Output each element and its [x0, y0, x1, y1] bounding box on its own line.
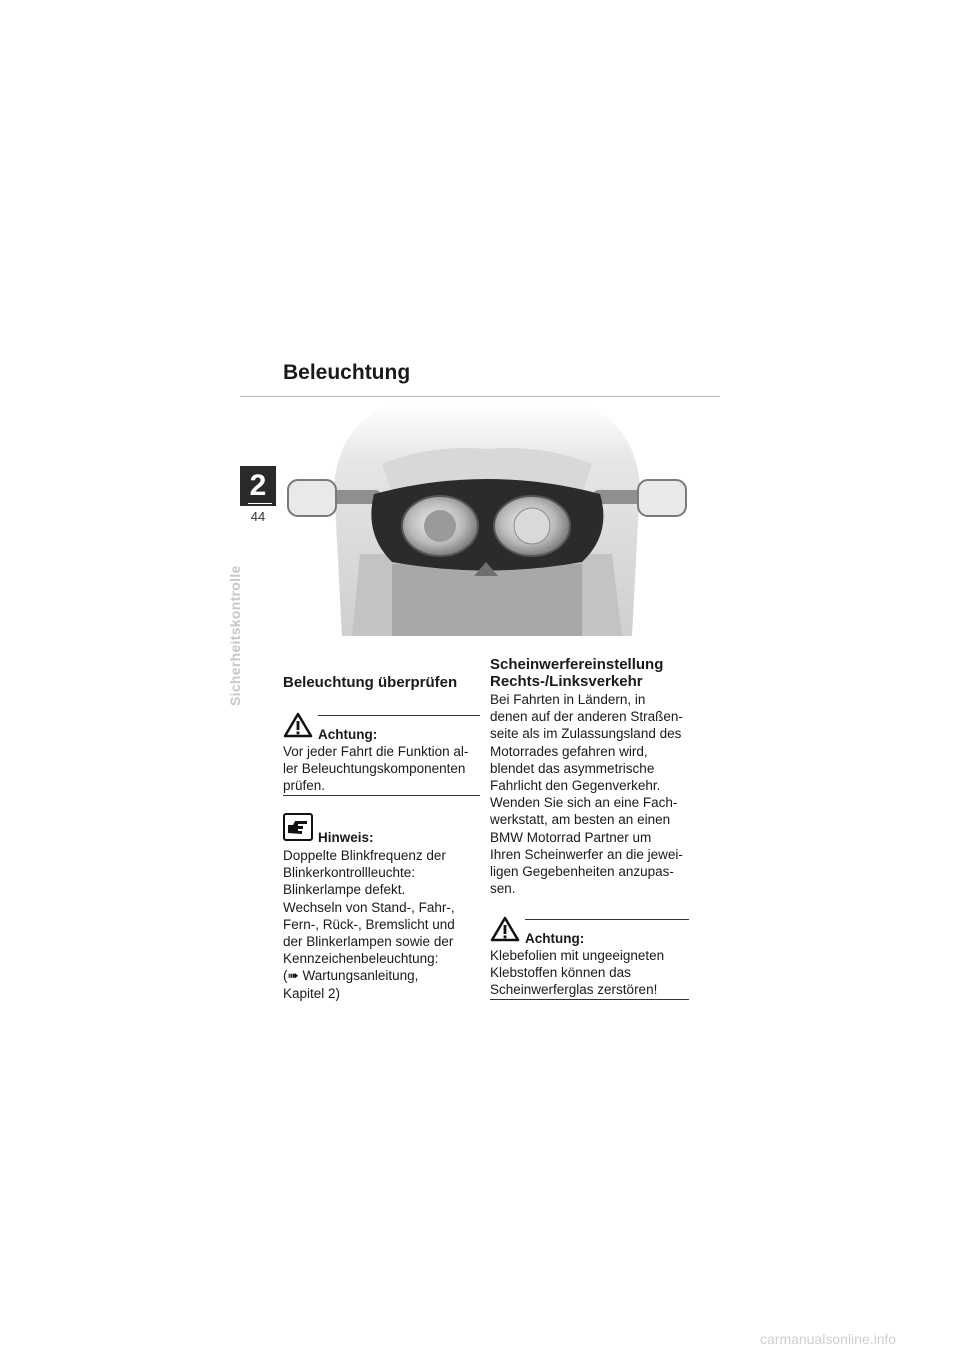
page-title: Beleuchtung — [283, 361, 411, 384]
warning-triangle-icon — [283, 712, 313, 738]
warning-text-right: Klebefolien mit ungeeigneten Klebstoffen können das Scheinwerferglas zerstören! — [490, 948, 665, 998]
warning-text: Vor jeder Fahrt die Funktion al- ler Beleuchtungskomponenten prüfen. — [283, 744, 469, 794]
section-side-label: Sicherheitskontrolle — [227, 565, 243, 706]
note-label: Hinweis: — [318, 830, 374, 845]
motorcycle-headlight-image — [282, 404, 692, 636]
warning-triangle-icon — [490, 916, 520, 942]
warning-label: Achtung: — [318, 727, 378, 742]
warning-bottom-rule-right — [490, 999, 689, 1000]
warning-label-right: Achtung: — [525, 931, 585, 946]
watermark-text: carmanualsonline.info — [760, 1331, 897, 1347]
section-heading-headlight-line2: Rechts-/Linksverkehr — [490, 673, 643, 690]
pointing-hand-icon — [283, 813, 313, 841]
warning-top-rule — [318, 715, 480, 716]
section-heading-lighting-check: Beleuchtung überprüfen — [283, 674, 458, 691]
page-number: 44 — [250, 509, 266, 524]
title-divider — [240, 396, 720, 397]
chapter-tab-divider — [248, 503, 272, 504]
note-text: Doppelte Blinkfrequenz der Blinkerkontrollleuchte: Blinkerlampe defekt. Wechseln von Stand-, Fahr-, Fern-, Rück-, Bremslicht und der Blinkerlampen sowie der Kennzeichenbeleuchtung: (➠ Wartungsanleitung, Kapitel 2) — [283, 848, 455, 1001]
chapter-tab: 2 — [240, 466, 276, 506]
headlight-adjustment-text: Bei Fahrten in Ländern, in denen auf der anderen Straßen- seite als im Zulassungsland des Motorrades gefahren wird, blendet das asymmetrische Fahrlicht den Gegenverkehr. Wenden Sie sich an eine Fach- werkstatt, am besten an einen BMW Motorrad Partner um Ihren Scheinwerfer an die jewei- ligen Gegebenheiten anzupas- sen. — [490, 692, 683, 897]
section-heading-headlight-line1: Scheinwerfereinstellung — [490, 656, 664, 673]
warning-top-rule-right — [525, 919, 689, 920]
warning-bottom-rule — [283, 795, 480, 796]
